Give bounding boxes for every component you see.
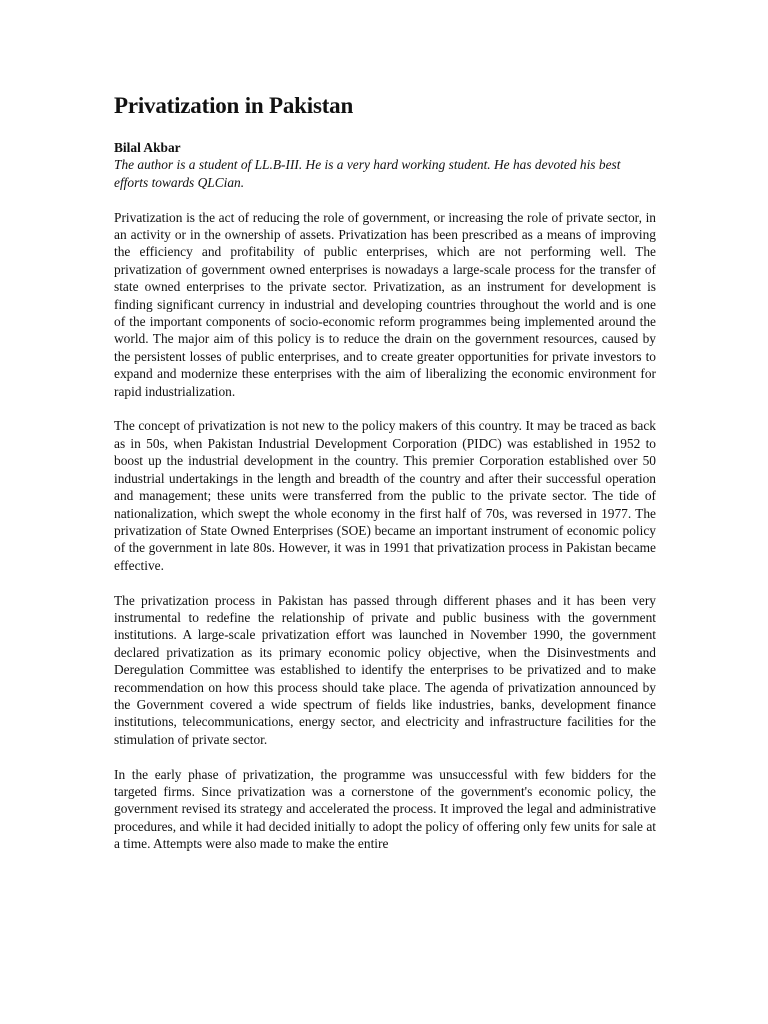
body-paragraph-1: Privatization is the act of reducing the role of government, or increasing the role of private sector, in an activity or in the ownership of assets. Privatization has been prescribed as a means of improving the efficiency and profitability of public enterprises, which are not performing well. The privatization of government owned enterprises is nowadays a large-scale process for the transfer of state owned enterprises to the private sector. Privatization, as an instrument for development is finding significant currency in industrial and developing countries throughout the world and is one of the important components of socio-economic reform programmes being implemented around the world. The major aim of this policy is to reduce the drain on the government resources, caused by the persistent losses of public enterprises, and to create greater opportunities for private investors to expand and modernize these enterprises with the aim of liberalizing the economic environment for rapid industrialization.: [114, 209, 656, 399]
document-title: Privatization in Pakistan: [114, 93, 354, 118]
author-name: Bilal Akbar: [114, 140, 181, 155]
document-page: [114, 92, 656, 853]
body-paragraph-4: In the early phase of privatization, the programme was unsuccessful with few bidders for the targeted firms. Since privatization was a cornerstone of the government's economic policy, the government revised its strategy and accelerated the process. It improved the legal and administrative procedures, and while it had decided initially to adopt the policy of offering only few units for sale at a time. Attempts were also made to make the entire: [114, 766, 656, 852]
body-paragraph-2: The concept of privatization is not new to the policy makers of this country. It may be traced as back as in 50s, when Pakistan Industrial Development Corporation (PIDC) was established in 1952 to boost up the industrial development in the country. This premier Corporation established over 50 industrial undertakings in the length and breadth of the country and after their successful operation and management; these units were transferred from the public to the private sector. The tide of nationalization, which swept the whole economy in the first half of 70s, was reversed in 1977. The privatization of State Owned Enterprises (SOE) became an important instrument of economic policy of the government in late 80s. However, it was in 1991 that privatization process in Pakistan became effective.: [114, 418, 656, 573]
body-paragraph-3: The privatization process in Pakistan has passed through different phases and it has been very instrumental to redefine the relationship of private and public business with the government institutions. A large-scale privatization effort was launched in November 1990, the government declared privatization as its primary economic policy objective, when the Disinvestments and Deregulation Committee was established to identify the enterprises to be privatized and to make recommendation on how this process should take place. The agenda of privatization announced by the Government covered a wide spectrum of fields like industries, banks, development finance institutions, telecommunications, energy sector, and electricity and infrastructure facilities for the stimulation of private sector.: [114, 592, 656, 747]
author-bio: The author is a student of LL.B-III. He is a very hard working student. He has devoted his best efforts towards QLCian.: [114, 157, 621, 190]
